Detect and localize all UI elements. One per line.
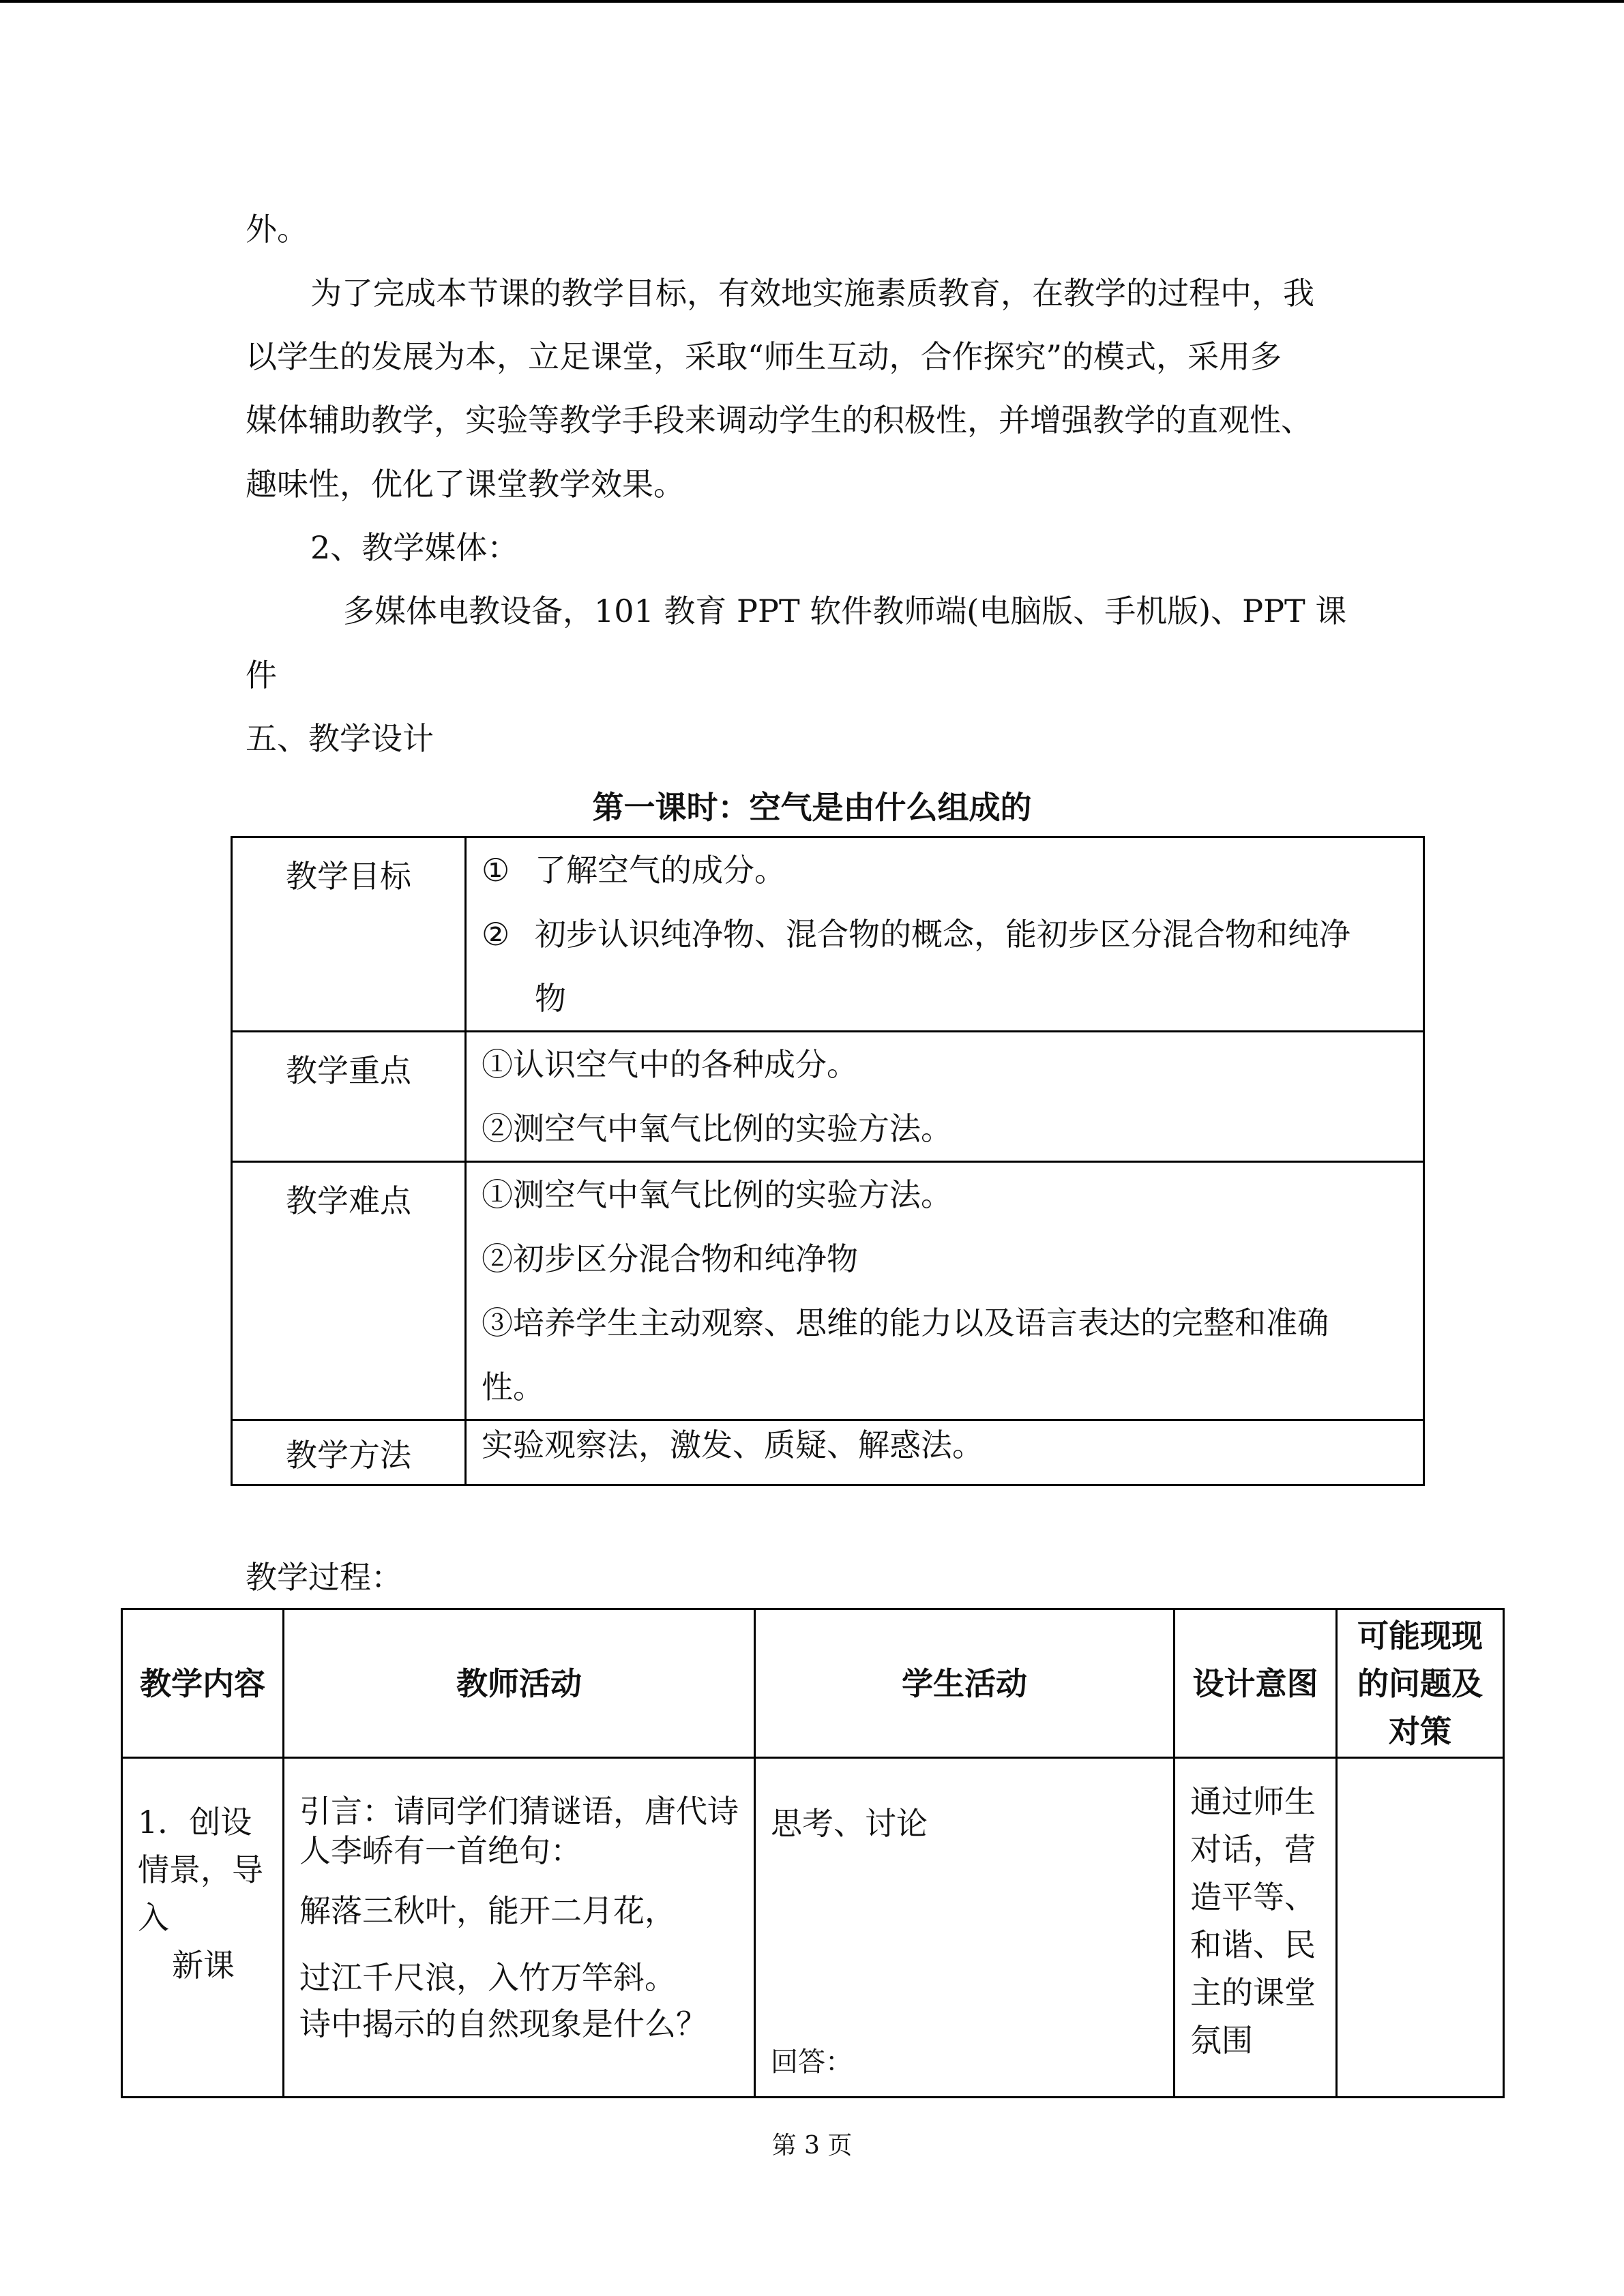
paragraph-line: 多媒体电教设备，101 教育 PPT 软件教师端(电脑版、手机版)、PPT 课 (343, 593, 1347, 629)
header-issues-line: 可能现现 (1357, 1617, 1483, 1654)
teacher-cell (284, 1758, 755, 2098)
key-points-label: 教学重点 (232, 1032, 466, 1162)
page-number: 第 3 页 (771, 2132, 853, 2160)
difficulty-line: 性。 (482, 1369, 544, 1405)
methods-content (466, 1420, 1424, 1485)
process-table (121, 1608, 1505, 2098)
section-heading: 五、教学设计 (246, 720, 434, 757)
header-content: 教学内容 (122, 1609, 284, 1758)
student-line: 回答： (771, 2046, 853, 2078)
goals-content (466, 837, 1424, 1032)
student-line: 思考、讨论 (771, 1805, 928, 1842)
difficulty-line: ③培养学生主动观察、思维的能力以及语言表达的完整和准确 (482, 1304, 1329, 1341)
difficulty-line: ①测空气中氧气比例的实验方法。 (482, 1176, 952, 1213)
intent-cell (1175, 1758, 1337, 2098)
key-points-row (232, 1032, 1424, 1162)
process-row (122, 1758, 1504, 2098)
difficulties-label: 教学难点 (232, 1162, 466, 1420)
paragraph-line: 以学生的发展为本，立足课堂，采取“师生互动，合作探究”的模式，采用多 (246, 338, 1282, 375)
header-intent: 设计意图 (1175, 1609, 1337, 1758)
header-issues-line: 对策 (1389, 1712, 1451, 1750)
paragraph-line: 件 (246, 657, 277, 694)
content-line: 情景，导 (138, 1851, 263, 1888)
content-line: 1．创设 (138, 1804, 252, 1840)
intent-line: 通过师生 (1190, 1783, 1316, 1820)
intent-line: 和谐、民 (1190, 1926, 1316, 1963)
process-header-row (122, 1609, 1504, 1758)
media-heading: 2、教学媒体： (310, 529, 519, 566)
intent-line: 对话，营 (1190, 1831, 1316, 1868)
top-border (0, 0, 1624, 3)
header-student: 学生活动 (755, 1609, 1175, 1758)
goals-table (231, 836, 1425, 1486)
paragraph-line: 为了完成本节课的教学目标，有效地实施素质教育，在教学的过程中，我 (310, 275, 1314, 312)
key-points-content (466, 1032, 1424, 1162)
student-cell (755, 1758, 1175, 2098)
lesson-title: 第一课时：空气是由什么组成的 (592, 789, 1032, 826)
header-issues-line: 的问题及 (1357, 1665, 1483, 1702)
content-line: 入 (138, 1899, 169, 1936)
intent-line: 氛围 (1190, 2022, 1253, 2059)
paragraph-line: 趣味性，优化了课堂教学效果。 (246, 466, 685, 503)
goals-label: 教学目标 (232, 837, 466, 1032)
teacher-line: 引言：请同学们猜谜语，唐代诗 (299, 1793, 739, 1830)
method-line: 实验观察法，激发、质疑、解惑法。 (482, 1427, 984, 1463)
difficulties-content (466, 1162, 1424, 1420)
goal-line: ② 初步认识纯净物、混合物的概念，能初步区分混合物和纯净 (482, 916, 1350, 953)
teacher-line: 解落三秋叶，能开二月花， (299, 1892, 676, 1929)
methods-label: 教学方法 (232, 1420, 466, 1485)
goal-line: ① 了解空气的成分。 (482, 852, 786, 889)
header-issues (1337, 1609, 1504, 1758)
difficulty-line: ②初步区分混合物和纯净物 (482, 1240, 858, 1277)
teacher-line: 人李峤有一首绝句： (299, 1832, 582, 1869)
difficulties-row (232, 1162, 1424, 1420)
goal-line: 物 (535, 980, 566, 1017)
teacher-line: 诗中揭示的自然现象是什么？ (299, 2006, 707, 2042)
key-point-line: ①认识空气中的各种成分。 (482, 1046, 858, 1083)
paragraph-line: 媒体辅助教学，实验等教学手段来调动学生的积极性，并增强教学的直观性、 (246, 402, 1312, 438)
paragraph-fragment: 外。 (246, 211, 308, 248)
process-heading: 教学过程： (246, 1559, 402, 1596)
header-teacher: 教师活动 (284, 1609, 755, 1758)
methods-row (232, 1420, 1424, 1485)
teacher-line: 过江千尺浪，入竹万竿斜。 (299, 1959, 676, 1996)
intent-line: 造平等、 (1190, 1879, 1316, 1915)
key-point-line: ②测空气中氧气比例的实验方法。 (482, 1110, 952, 1147)
intent-line: 主的课堂 (1190, 1974, 1316, 2011)
content-line: 新课 (172, 1947, 235, 1984)
issues-cell (1337, 1758, 1504, 2098)
content-cell (122, 1758, 284, 2098)
goals-row (232, 837, 1424, 1032)
